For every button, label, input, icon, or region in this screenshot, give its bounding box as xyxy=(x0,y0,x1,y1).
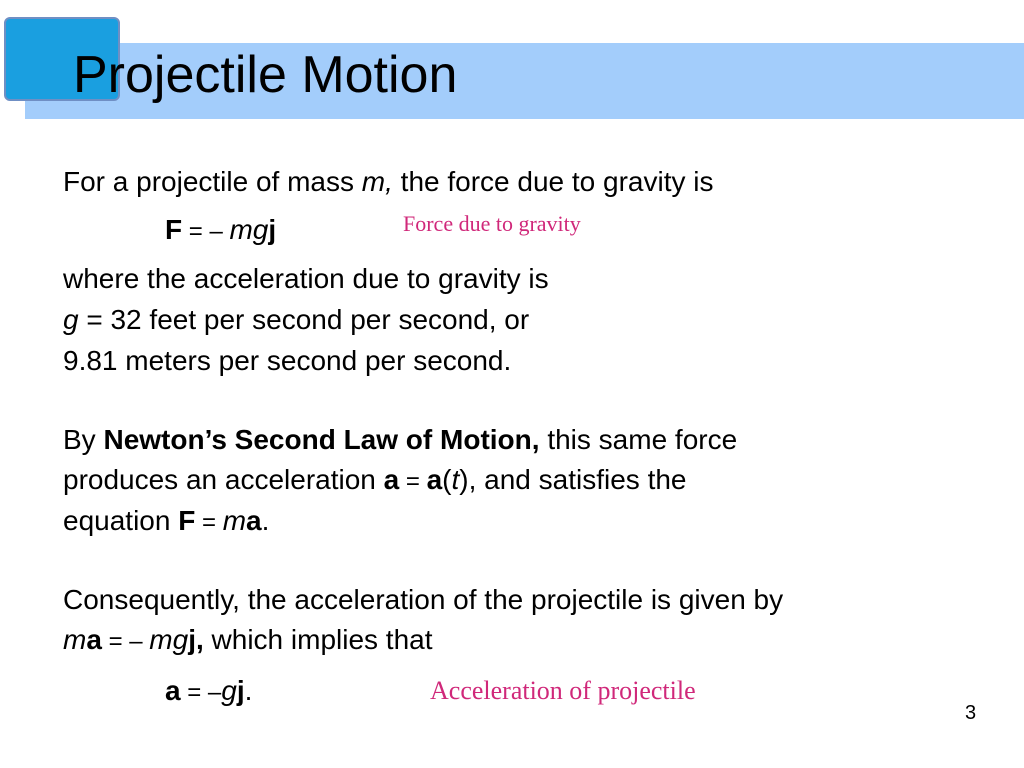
equals-minus: = – xyxy=(182,218,230,245)
m-symbol: m xyxy=(63,624,87,655)
paragraph-gravity-line-3: 9.81 meters per second per second. xyxy=(63,345,512,376)
g-symbol: g xyxy=(63,304,79,335)
paragraph-mass-line xyxy=(63,165,714,199)
slide-number: 3 xyxy=(965,702,977,724)
equation-force xyxy=(165,213,276,249)
text: ), and satisfies the xyxy=(459,464,687,495)
note-force-due-to-gravity: Force due to gravity xyxy=(403,211,581,236)
note-acceleration-of-projectile: Acceleration of projectile xyxy=(430,676,696,705)
newton-law-name: Newton’s Second Law of Motion, xyxy=(103,424,540,455)
a-vector: a xyxy=(165,675,181,706)
mg-symbol: mg xyxy=(149,624,189,655)
paragraph-consequently-line-1: Consequently, the acceleration of the projectile is given by xyxy=(63,584,784,615)
text: this same force xyxy=(539,424,738,455)
paragraph-gravity-line-1: where the acceleration due to gravity is xyxy=(63,263,549,294)
equals-minus: = – xyxy=(101,628,150,655)
text: For a projectile of mass xyxy=(63,166,362,197)
equation-acceleration xyxy=(165,674,252,710)
j-vector: j xyxy=(268,214,277,245)
text: . xyxy=(261,505,270,536)
text: the force due to gravity is xyxy=(392,166,714,197)
a-vector: a xyxy=(383,464,400,495)
paragraph-newton-line-1 xyxy=(63,423,737,457)
j-vector: j, xyxy=(188,624,204,655)
text: which implies that xyxy=(203,624,433,655)
equals: = xyxy=(195,509,223,536)
text: . xyxy=(244,675,253,706)
mass-symbol: m, xyxy=(361,166,393,197)
equals-minus: = – xyxy=(180,679,222,706)
a-vector: a xyxy=(426,464,443,495)
paragraph-newton-line-3 xyxy=(63,504,269,540)
slide-title: Projectile Motion xyxy=(73,46,458,104)
g-symbol: g xyxy=(221,675,237,706)
j-vector: j xyxy=(236,675,245,706)
force-symbol: F xyxy=(178,505,196,536)
text: ( xyxy=(442,464,452,495)
text: = 32 feet per second per second, or xyxy=(78,304,530,335)
mg-symbol: mg xyxy=(229,214,269,245)
text: By xyxy=(63,424,104,455)
text: equation xyxy=(63,505,179,536)
m-symbol: m xyxy=(222,505,247,536)
force-symbol: F xyxy=(165,214,183,245)
a-vector: a xyxy=(86,624,102,655)
t-symbol: t xyxy=(451,464,460,495)
equals: = xyxy=(399,468,427,495)
paragraph-gravity-line-2 xyxy=(63,303,529,337)
paragraph-newton-line-2 xyxy=(63,463,687,499)
a-vector: a xyxy=(246,505,262,536)
paragraph-consequently-line-2 xyxy=(63,623,433,659)
text: produces an acceleration xyxy=(63,464,384,495)
